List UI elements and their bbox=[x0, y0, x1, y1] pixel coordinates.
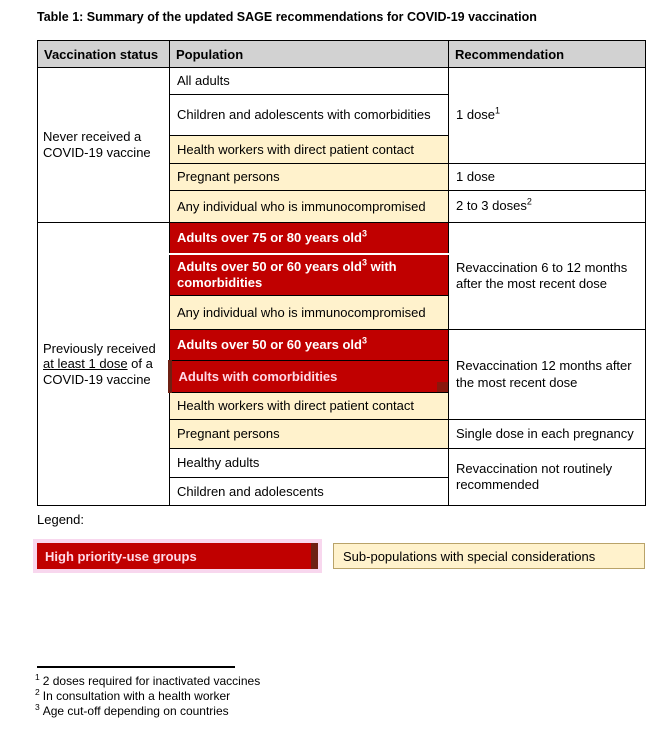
footnote-marker: 1 bbox=[35, 672, 40, 682]
footnote-item: $^2$ In consultation with a health worker bbox=[35, 686, 231, 703]
footnote-marker: 3 bbox=[361, 335, 367, 346]
underlined-text: at least 1 dose bbox=[43, 356, 128, 372]
population-cell-high-priority: Adults over 50 or 60 years old$^3$ with comorbidities bbox=[170, 254, 449, 296]
recommendation-cell: Revaccination 6 to 12 months after the most recent dose bbox=[449, 223, 646, 330]
population-cell: Children and adolescents with comorbidities bbox=[170, 95, 449, 136]
recommendation-cell: 1 dose bbox=[449, 164, 646, 191]
page-title: Table 1: Summary of the updated SAGE recommendations for COVID-19 vaccination bbox=[37, 10, 537, 24]
recommendation-cell: 1 dose$^1$ bbox=[449, 68, 646, 164]
footnote-marker: 2 bbox=[35, 686, 40, 697]
population-cell: Healthy adults bbox=[170, 449, 449, 478]
footnote-item: $^1$ 2 doses required for inactivated vaccines bbox=[35, 672, 261, 688]
column-header-vaccination-status: Vaccination status bbox=[38, 41, 170, 68]
status-cell-previously-received: Previously received at least 1 dose of a COVID-19 vaccine bbox=[38, 223, 170, 506]
footnotes bbox=[35, 674, 260, 718]
footnote-marker: 3 bbox=[35, 701, 40, 712]
table-row bbox=[38, 223, 646, 254]
population-cell: Health workers with direct patient contact bbox=[170, 136, 449, 164]
recommendation-cell: 2 to 3 doses$^2$ bbox=[449, 191, 646, 223]
population-cell: Children and adolescents bbox=[170, 478, 449, 506]
recommendation-cell: Revaccination not routinely recommended bbox=[449, 449, 646, 506]
population-cell: Health workers with direct patient contact bbox=[170, 393, 449, 420]
legend-label: Legend: bbox=[37, 512, 84, 527]
footnote-marker: 3 bbox=[361, 257, 367, 268]
footnote-marker: 1 bbox=[495, 106, 501, 117]
footnote-divider-rule bbox=[37, 666, 235, 668]
table-header-row bbox=[38, 41, 646, 68]
population-cell: Pregnant persons bbox=[170, 164, 449, 191]
population-cell: Any individual who is immunocompromised bbox=[170, 296, 449, 330]
population-cell: Any individual who is immunocompromised bbox=[170, 191, 449, 223]
status-text: Never received a COVID-19 vaccine bbox=[43, 129, 151, 160]
status-cell-never-received bbox=[38, 68, 170, 223]
footnote-item: $^3$ Age cut-off depending on countries bbox=[35, 701, 229, 718]
population-cell: Pregnant persons bbox=[170, 420, 449, 449]
legend-high-priority-box: High priority-use groups bbox=[37, 543, 318, 569]
footnote-marker: 2 bbox=[526, 197, 532, 208]
highlight-shadow-corner bbox=[437, 382, 448, 392]
sage-recommendations-table bbox=[37, 40, 646, 506]
population-cell: All adults bbox=[170, 68, 449, 95]
legend-special-considerations-box: Sub-populations with special considerations bbox=[333, 543, 645, 569]
population-cell-high-priority: Adults over 50 or 60 years old$^3$ bbox=[170, 330, 449, 361]
recommendation-cell: Revaccination 12 months after the most recent dose bbox=[449, 330, 646, 420]
table-row bbox=[38, 68, 646, 95]
population-cell-highlighted: Adults with comorbidities bbox=[170, 361, 449, 393]
population-cell-high-priority: Adults over 75 or 80 years old$^3$ bbox=[170, 223, 449, 254]
column-header-recommendation: Recommendation bbox=[449, 41, 646, 68]
footnote-marker: 3 bbox=[361, 228, 367, 239]
recommendation-cell: Single dose in each pregnancy bbox=[449, 420, 646, 449]
column-header-population: Population bbox=[170, 41, 449, 68]
